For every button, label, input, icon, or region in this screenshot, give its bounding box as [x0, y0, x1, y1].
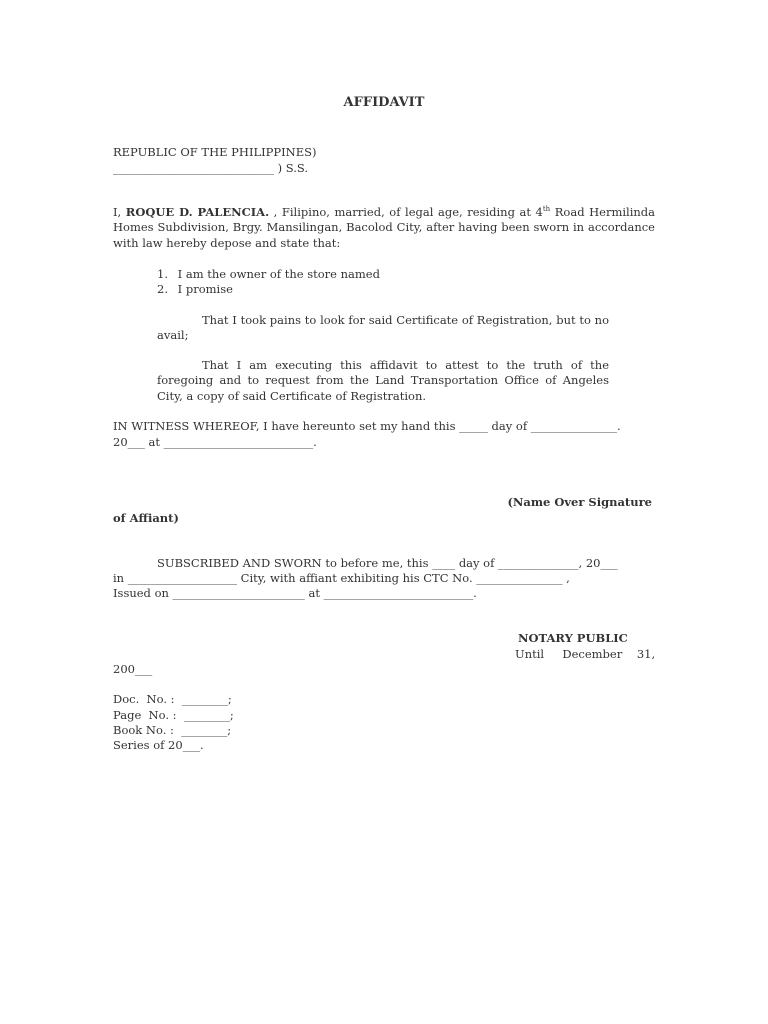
ordinal-suffix: th	[542, 205, 551, 214]
venue-line-2: ____________________________ ) S.S.	[113, 161, 309, 175]
intro-text-1: , Filipino, married, of legal age, residing at 4	[269, 205, 543, 219]
jurat-line-3: Issued on _______________________ at __________________________.	[113, 586, 477, 600]
record-page-no: Page No. : ________;	[113, 708, 234, 722]
affiant-name: ROQUE D. PALENCIA.	[125, 205, 270, 219]
intro-prefix: I,	[113, 205, 126, 219]
jurat-line-2: in ___________________ City, with affiant exhibiting his CTC No. _______________ ,	[113, 571, 570, 585]
list-item-text: I am the owner of the store named	[177, 267, 380, 281]
list-item	[157, 267, 380, 281]
notary-public-title: NOTARY PUBLIC	[518, 631, 628, 645]
statement-paragraph-2: That I am executing this affidavit to attest to the truth of the foregoing and to request from the Land Transportation Office of Angeles City, a copy of said Certificate of Registration.	[157, 358, 609, 403]
signature-caption-continued: of Affiant)	[113, 511, 179, 525]
venue-line-1: REPUBLIC OF THE PHILIPPINES)	[113, 145, 317, 159]
statement-paragraph-1: That I took pains to look for said Certificate of Registration, but to no avail;	[157, 313, 609, 343]
record-doc-no: Doc. No. : ________;	[113, 692, 232, 706]
document-title: AFFIDAVIT	[343, 95, 425, 110]
notary-commission-until: Until December 31,	[515, 647, 656, 661]
record-book-no: Book No. : ________;	[113, 723, 232, 737]
list-item-number: 1.	[157, 267, 168, 281]
intro-paragraph	[113, 205, 655, 251]
signature-caption: (Name Over Signature	[507, 495, 652, 509]
witness-line-2: 20___ at __________________________.	[113, 435, 317, 449]
witness-line-1: IN WITNESS WHEREOF, I have hereunto set my hand this _____ day of _______________.	[113, 419, 621, 433]
jurat-line-1: SUBSCRIBED AND SWORN to before me, this ____ day of ______________, 20___	[157, 556, 618, 570]
list-item-number: 2.	[157, 282, 168, 296]
record-series: Series of 20___.	[113, 738, 204, 752]
notary-commission-year: 200___	[113, 662, 153, 676]
intro-text-2: Road Hermilinda Homes Subdivision, Brgy. Mansilingan, Bacolod City, after having been sworn in accordance with law hereby depose and state that:	[113, 205, 656, 250]
list-item	[157, 282, 233, 296]
list-item-text: I promise	[177, 282, 233, 296]
